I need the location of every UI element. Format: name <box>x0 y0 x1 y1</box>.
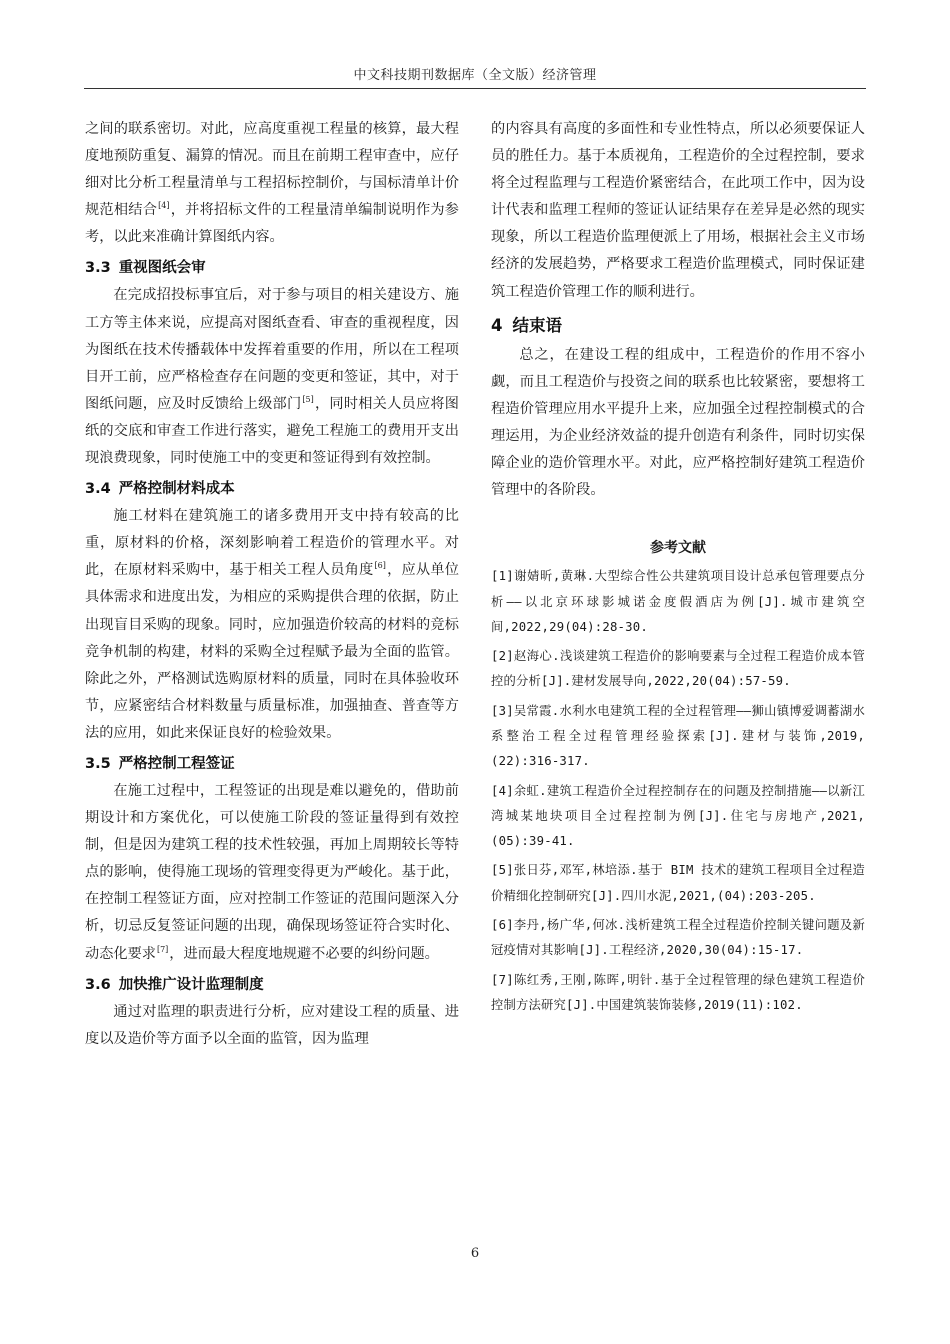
reference-item: [1]谢婧昕,黄琳.大型综合性公共建筑项目设计总承包管理要点分析——以北京环球影城诺金度假酒店为例[J].城市建筑空间,2022,29(04):28-30. <box>491 569 865 634</box>
reference-item: [6]李丹,杨广华,何冰.浅析建筑工程全过程造价控制关键问题及新冠疫情对其影响[J].工程经济,2020,30(04):15-17. <box>491 918 865 958</box>
reference-item: [4]余虹.建筑工程造价全过程控制存在的问题及控制措施——以新江湾城某地块项目全过程控制为例[J].住宅与房地产,2021,(05):39-41. <box>491 783 865 849</box>
paragraph-conclusion: 总之，在建设工程的组成中，工程造价的作用不容小觑，而且工程造价与投资之间的联系也比较紧密，要想将工程造价管理应用水平提升上来，应加强全过程控制模式的合理运用，为企业经济效益的提升创造有利条件，同时切实保障企业的造价管理水平。对此，应严格控制好建筑工程造价管理中的各阶段。 <box>491 346 865 499</box>
paragraph-3-5: 在施工过程中，工程签证的出现是难以避免的，借助前期设计和方案优化，可以使施工阶段的签证量得到有效控制，但是因为建筑工程的技术性较强，再加上周期较长等特点的影响，使得施工现场的管理变得更为严峻化。基于此，在控制工程签证方面，应对控制工作签证的范围问题深入分析，切忌反复签证问题的出现，确保现场签证符合实时化、动态化要求[7]，进而最大程度地规避不必要的纠纷问题。 <box>85 782 459 962</box>
section-heading-3-4: 3.4 严格控制材料成本 <box>85 481 235 498</box>
paragraph-intro: 之间的联系密切。对此，应高度重视工程量的核算，最大程度地预防重复、漏算的情况。而且在前期工程审查中，应仔细对比分析工程量清单与工程招标控制价，与国标清单计价规范相结合[4]，并将招标文件的工程量清单编制说明作为参考，以此来准确计算图纸内容。 <box>85 121 459 246</box>
reference-item: [3]吴常霞.水利水电建筑工程的全过程管理——狮山镇博爱调蓄湖水系整治工程全过程管理经验探索[J].建材与装饰,2019,(22):316-317. <box>491 703 865 769</box>
section-heading-3-3: 3.3 重视图纸会审 <box>85 260 206 277</box>
section-heading-3-6: 3.6 加快推广设计监理制度 <box>85 976 264 993</box>
reference-item: [2]赵海心.浅谈建筑工程造价的影响要素与全过程工程造价成本管控的分析[J].建材发展导向,2022,20(04):57-59. <box>491 649 865 689</box>
reference-item: [7]陈红秀,王刚,陈晖,明针.基于全过程管理的绿色建筑工程造价控制方法研究[J].中国建筑装饰装修,2019(11):102. <box>491 972 865 1012</box>
citation-marker[interactable]: [7] <box>156 944 169 954</box>
reference-item: [5]张日芬,邓军,林培添.基于 BIM 技术的建筑工程项目全过程造价精细化控制研究[J].四川水泥,2021,(04):203-205. <box>491 863 865 903</box>
header-divider <box>84 88 866 89</box>
citation-marker[interactable]: [4] <box>158 201 170 211</box>
paragraph-3-3: 在完成招投标事宜后，对于参与项目的相关建设方、施工方等主体来说，应提高对图纸查看、审查的重视程度，因为图纸在技术传播载体中发挥着重要的作用，所以在工程项目开工前，应严格检查存在问题的变更和签证，其中，对于图纸问题，应及时反馈给上级部门[5]，同时相关人员应将图纸的交底和审查工作进行落实，避免工程施工的费用开支出现浪费现象，同时使施工中的变更和签证得到有效控制。 <box>85 287 459 467</box>
paragraph-3-6-continued: 的内容具有高度的多面性和专业性特点，所以必须要保证人员的胜任力。基于本质视角，工程造价的全过程控制，要求将全过程监理与工程造价紧密结合，在此项工作中，因为设计代表和监理工程师的签证认证结果存在差异是必然的现实现象，所以工程造价监理便派上了用场，根据社会主义市场经济的发展趋势，严格要求工程造价监理模式，同时保证建筑工程造价管理工作的顺利进行。 <box>491 121 865 300</box>
citation-marker[interactable]: [5] <box>302 394 314 404</box>
references-heading: 参考文献 <box>650 540 706 557</box>
section-heading-4: 4 结束语 <box>491 315 562 335</box>
right-column <box>491 116 865 1022</box>
journal-header-title: 中文科技期刊数据库（全文版）经济管理 <box>353 68 597 83</box>
left-column <box>85 116 459 1053</box>
paragraph-3-6: 通过对监理的职责进行分析，应对建设工程的质量、进度以及造价等方面予以全面的监管，因为监理 <box>85 1003 459 1047</box>
citation-marker[interactable]: [6] <box>374 561 386 571</box>
paragraph-3-4: 施工材料在建筑施工的诸多费用开支中持有较高的比重，原材料的价格，深刻影响着工程造价的管理水平。对此，在原材料采购中，基于相关工程人员角度[6]，应从单位具体需求和进度出发，为相应的采购提供合理的依据，防止出现盲目采购的现象。同时，应加强造价较高的材料的竞标竞争机制的构建，材料的采购全过程赋予最为全面的监管。除此之外，严格测试选购原材料的质量，同时在具体验收环节，应紧密结合材料数量与质量标准，加强抽查、普查等方法的应用，如此来保证良好的检验效果。 <box>85 508 459 741</box>
section-heading-3-5: 3.5 严格控制工程签证 <box>85 755 235 772</box>
page-number: 6 <box>470 1246 480 1261</box>
